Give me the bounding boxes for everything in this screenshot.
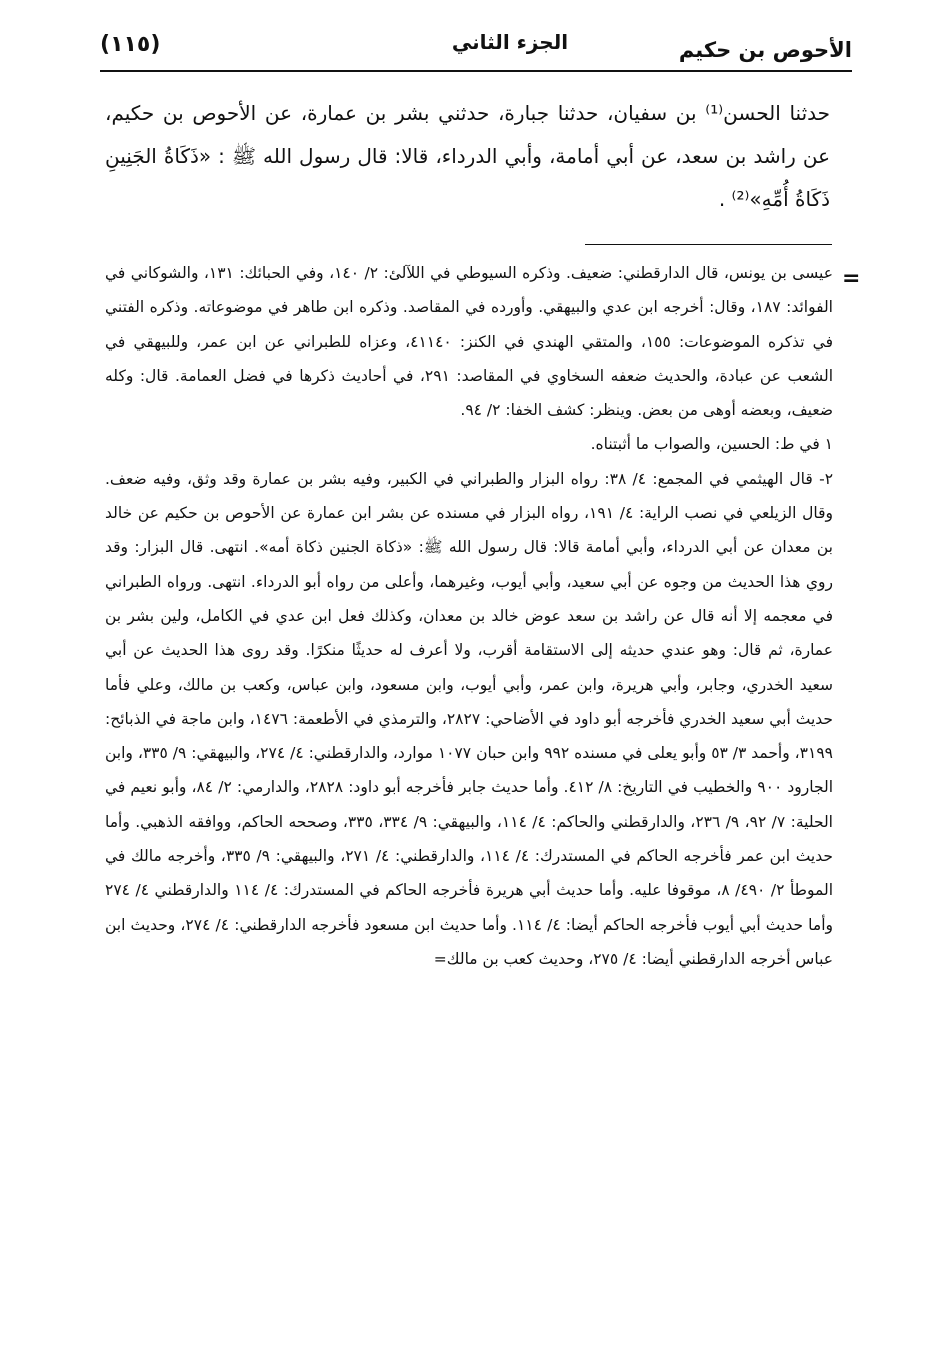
footnote-1: ١ في ط: الحسين، والصواب ما أثبتناه. — [590, 435, 833, 454]
hadith-paragraph: حدثنا الحسن⁽¹⁾ بن سفيان، حدثنا جبارة، حدثني بشر بن عمارة، عن الأحوص بن حكيم، عن راشد بن سعد، عن أبي أمامة، وأبي الدرداء، قالا: قال رسول الله ﷺ : «ذَكَاةُ الجَنِينِ ذَكَاةُ أُمِّهِ»⁽²⁾ . — [105, 101, 831, 211]
continuation-mark: = — [842, 266, 861, 291]
footnote-2: ٢- قال الهيثمي في المجمع: ٤/ ٣٨: رواه البزار والطبراني في الكبير، وفيه بشر بن عمارة وقد وثق، وفيه ضعف. وقال الزيلعي في نصب الراية: ٤/ ١٩١، رواه البزار في مسنده عن بشر ابن عمارة عن الأحوص بن حكيم عن خالد بن معدان عن أبي الدرداء، وأبي أمامة قالا: قال رسول الله ﷺ: «ذكاة الجنين ذكاة أمه». انتهى. قال البزار: وقد روي هذا الحديث من وجوه عن أبي سعيد، وأبي أيوب، وغيرهما، وأعلى من رواه أبو الدرداء. انتهى. ورواه الطبراني في معجمه إلا أنه قال عن راشد بن سعد عوض خالد بن معدان، وكذلك فعل ابن عدي في الكامل، ولين بشر بن عمارة، ثم قال: وهو عندي حديثه إلى الاستقامة أقرب، ولا أعرف له حديثًا منكرًا. وقد روى هذا الحديث عن أبي سعيد الخدري، وجابر، وأبي هريرة، وابن عمر، وأبي أيوب، وابن مسعود، وابن عباس، وكعب بن مالك، وعلي فأما حديث أبي سعيد الخدري فأخرجه أبو داود في الأضاحي: ٢٨٢٧، والترمذي في الأطعمة: ١٤٧٦، وابن ماجة في الذبائح: ٣١٩٩، وأحمد ٣/ ٥٣ وأبو يعلى في مسنده ٩٩٢ وابن حبان ١٠٧٧ موارد، والدارقطني: ٤/ ٢٧٤، والبيهقي: ٩/ ٣٣٥، وابن الجارود ٩٠٠ والخطيب في التاريخ: ٨/ ٤١٢. وأما حديث جابر فأخرجه أبو داود: ٢٨٢٨، والدارمي: ٢/ ٨٤، وأبو نعيم في الحلية: ٧/ ٩٢، ٩/ ٢٣٦، والدارقطني والحاكم: ٤/ ١١٤، والبيهقي: ٩/ ٣٣٤، ٣٣٥، وصححه الحاكم، ووافقه الذهبي. وأما حديث ابن عمر فأخرجه الحاكم في المستدرك: ٤/ ١١٤، والدارقطني: ٤/ ٢٧١، والبيهقي: ٩/ ٣٣٥، وأخرجه مالك في الموطأ ٢/ ٤٩٠/ ٨، موقوفا عليه. وأما حديث أبي هريرة فأخرجه الحاكم في المستدرك: ٤/ ١١٤ والدارقطني ٤/ ٢٧٤ وأما حديث أبي أيوب فأخرجه الحاكم أيضا: ٤/ ١١٤. وأما حديث ابن مسعود فأخرجه الدارقطني: ٤/ ٢٧٤، وحديث ابن عباس أخرجه الدارقطني أيضا: ٤/ ٢٧٥، وحديث كعب بن مالك= — [105, 469, 834, 968]
footnote-continuation: عيسى بن يونس، قال الدارقطني: ضعيف. وذكره السيوطي في اللآلئ: ٢/ ١٤٠، وفي الحبائك: ١٣١، والشوكاني في الفوائد: ١٨٧، وقال: أخرجه ابن عدي والبيهقي. وأورده في المقاصد. وذكره ابن طاهر في موضوعاته. وذكره الفتني في تذكره الموضوعات: ١٥٥، والمتقي الهندي في الكنز: ٤١١٤٠، وعزاه للطبراني عن ابن عمر، وللبيهقي في الشعب عن عبادة، والحديث ضعفه السخاوي في المقاصد: ٢٩١، في أحاديث ذكرها في فضل العمامة. قال: وكله ضعيف، وبعضه أوهى من بعض. وينظر: كشف الخفا: ٢/ ٩٤. — [105, 264, 834, 420]
header-divider — [100, 70, 852, 72]
main-text — [105, 92, 830, 221]
footnote-divider — [585, 244, 832, 245]
page-number: (١١٥) — [100, 32, 161, 57]
running-title: الأحوص بن حكيم — [678, 38, 852, 62]
footnotes — [105, 256, 833, 976]
volume-label: الجزء الثاني — [451, 30, 569, 54]
page-header — [100, 28, 852, 72]
